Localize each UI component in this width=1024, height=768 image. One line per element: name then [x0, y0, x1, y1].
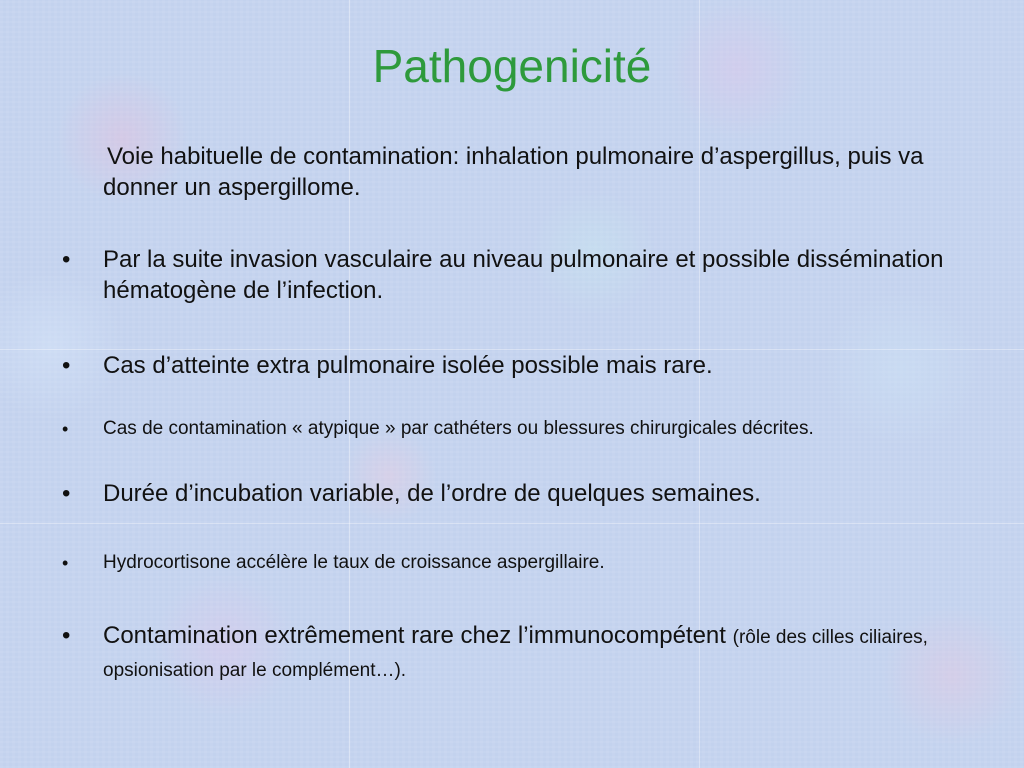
slide-title: Pathogenicité	[372, 40, 652, 92]
bullet-marker: •	[62, 480, 71, 507]
bullet-marker: •	[62, 352, 71, 379]
bullet-item-invasion: Par la suite invasion vasculaire au niveau pulmonaire et possible dissémination hématogène de l’infection.	[103, 246, 944, 304]
bullet-item-hydrocortisone: Hydrocortisone accélère le taux de croissance aspergillaire.	[103, 552, 605, 573]
bullet-marker: •	[62, 553, 69, 573]
bullet-item-note: (rôle des cilles ciliaires, opsionisation par le complément…).	[103, 627, 928, 681]
bullet-marker: •	[62, 419, 69, 439]
bullet-marker: •	[62, 622, 71, 649]
intro-paragraph: Voie habituelle de contamination: inhalation pulmonaire d’aspergillus, puis va donner un aspergillome.	[103, 143, 924, 201]
bullet-item-immunocompetent	[103, 620, 983, 686]
bullet-item-incubation: Durée d’incubation variable, de l’ordre de quelques semaines.	[103, 480, 761, 507]
background-seam	[0, 523, 1024, 524]
bullet-item-extra-pulmonary: Cas d’atteinte extra pulmonaire isolée possible mais rare.	[103, 352, 713, 379]
bullet-marker: •	[62, 246, 71, 273]
bullet-item-main-text: Contamination extrêmement rare chez l’immunocompétent	[103, 622, 726, 649]
bullet-item-atypical: Cas de contamination « atypique » par cathéters ou blessures chirurgicales décrites.	[103, 418, 814, 439]
